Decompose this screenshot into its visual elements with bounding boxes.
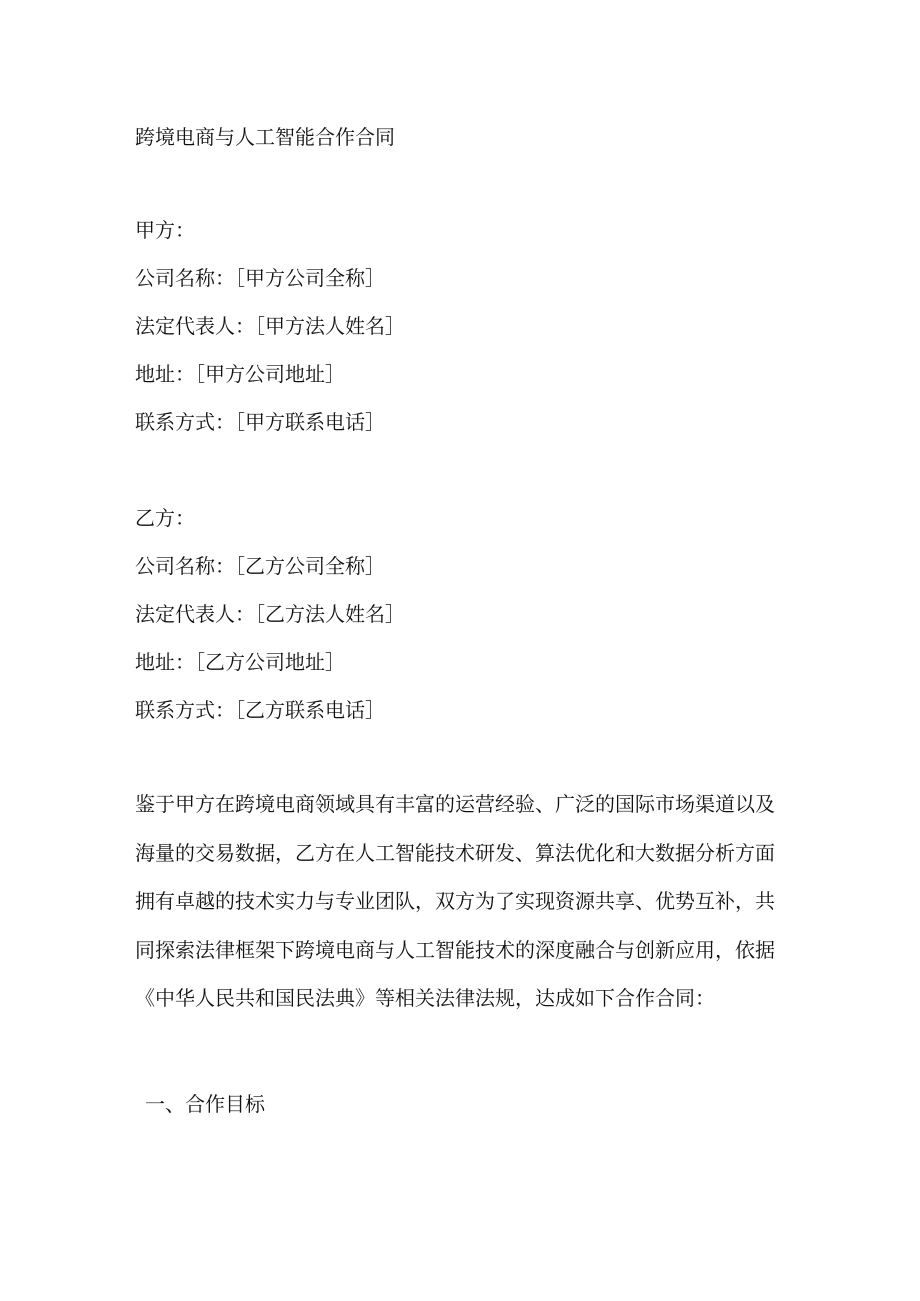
party-b-address: 地址：［乙方公司地址］ (135, 650, 345, 674)
party-b-heading: 乙方： (135, 506, 195, 530)
party-b-company: 公司名称：［乙方公司全称］ (135, 554, 385, 578)
party-a-contact: 联系方式：［甲方联系电话］ (135, 410, 385, 434)
preamble-line: 同探索法律框架下跨境电商与人工智能技术的深度融合与创新应用，依据 (135, 937, 775, 962)
document-title: 跨境电商与人工智能合作合同 (135, 125, 395, 149)
party-b-contact: 联系方式：［乙方联系电话］ (135, 698, 385, 722)
party-a-representative: 法定代表人：［甲方法人姓名］ (135, 314, 405, 338)
preamble-line: 海量的交易数据，乙方在人工智能技术研发、算法优化和大数据分析方面 (135, 840, 775, 865)
preamble-paragraph (135, 780, 795, 1023)
party-a-heading: 甲方： (135, 218, 195, 242)
preamble-line: 《中华人民共和国民法典》等相关法律法规，达成如下合作合同： (135, 986, 715, 1010)
party-a-address: 地址：［甲方公司地址］ (135, 362, 345, 386)
preamble-line: 鉴于甲方在跨境电商领域具有丰富的运营经验、广泛的国际市场渠道以及 (135, 792, 775, 816)
party-a-company: 公司名称：［甲方公司全称］ (135, 266, 385, 290)
section-1-heading: 一、合作目标 (145, 1092, 265, 1116)
party-b-representative: 法定代表人：［乙方法人姓名］ (135, 602, 405, 626)
preamble-line: 拥有卓越的技术实力与专业团队，双方为了实现资源共享、优势互补，共 (135, 889, 775, 913)
